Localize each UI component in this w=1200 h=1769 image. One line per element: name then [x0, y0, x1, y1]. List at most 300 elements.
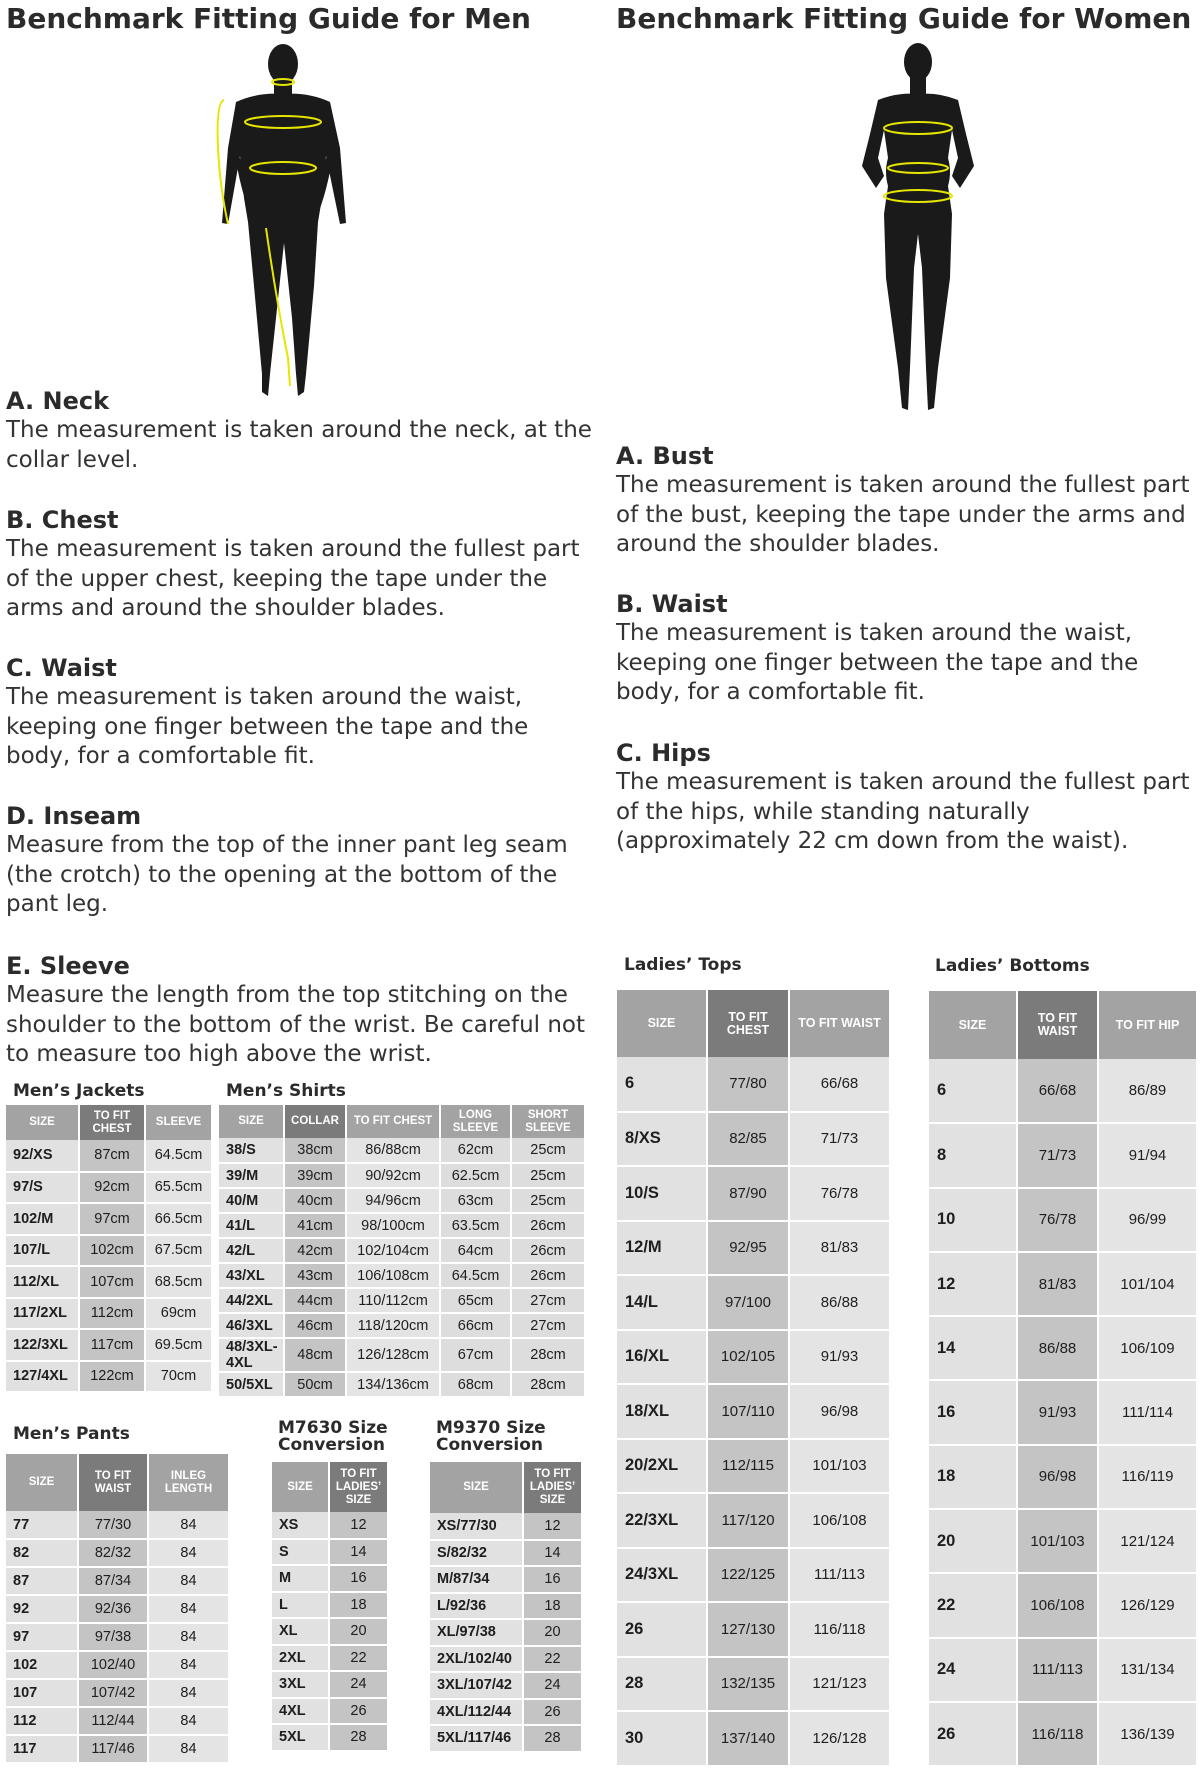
- table-row: [430, 1540, 582, 1567]
- size-cell: 6: [929, 1059, 1017, 1123]
- mens-pants-title: Men’s Pants: [13, 1424, 130, 1444]
- value-cell: 96/99: [1098, 1188, 1197, 1252]
- m7630-title: M7630 Size Conversion: [278, 1418, 388, 1455]
- table-row: [617, 1384, 890, 1439]
- mens-shirts-title: Men’s Shirts: [226, 1081, 346, 1101]
- value-cell: 12: [523, 1513, 582, 1540]
- ladies-bottoms-table: [929, 991, 1198, 1767]
- table-row: [219, 1288, 585, 1313]
- value-cell: 42cm: [284, 1238, 346, 1263]
- value-cell: 118/120cm: [346, 1313, 440, 1338]
- value-cell: 126/128: [789, 1711, 890, 1766]
- value-cell: 46cm: [284, 1313, 346, 1338]
- value-cell: 25cm: [511, 1188, 585, 1213]
- table-row: [430, 1725, 582, 1752]
- value-cell: 91/93: [789, 1330, 890, 1385]
- size-cell: 14/L: [617, 1275, 707, 1330]
- value-cell: 66/68: [1017, 1059, 1098, 1123]
- table-row: [6, 1298, 212, 1330]
- value-cell: 90/92cm: [346, 1163, 440, 1188]
- value-cell: 65cm: [440, 1288, 511, 1313]
- mens-jackets-title: Men’s Jackets: [13, 1081, 145, 1101]
- men-measurement-waist: [6, 653, 596, 772]
- table-row: [6, 1623, 229, 1651]
- value-cell: 116/119: [1098, 1445, 1197, 1509]
- size-cell: 18: [929, 1445, 1017, 1509]
- m7630-header-1: TO FIT LADIES’ SIZE: [329, 1462, 388, 1512]
- value-cell: 64cm: [440, 1238, 511, 1263]
- mens-jackets-table: [6, 1105, 213, 1393]
- value-cell: 26cm: [511, 1263, 585, 1288]
- value-cell: 20: [523, 1619, 582, 1646]
- size-cell: 16/XL: [617, 1330, 707, 1385]
- men-sleeve-text: Measure the length from the top stitching on the shoulder to the bottom of the wrist. Be careful not to measure too high above the wrist.: [6, 982, 586, 1067]
- size-cell: 12: [929, 1252, 1017, 1316]
- table-row: [617, 1166, 890, 1221]
- mens-jackets-header-1: TO FIT CHEST: [79, 1105, 145, 1140]
- value-cell: 97cm: [79, 1203, 145, 1235]
- value-cell: 121/123: [789, 1657, 890, 1712]
- value-cell: 16: [329, 1565, 388, 1592]
- men-inseam-heading: D. Inseam: [6, 802, 142, 830]
- size-cell: M/87/34: [430, 1566, 523, 1593]
- size-cell: 82: [6, 1539, 78, 1567]
- value-cell: 67cm: [440, 1338, 511, 1372]
- value-cell: 26: [523, 1699, 582, 1726]
- size-cell: 38/S: [219, 1138, 284, 1163]
- value-cell: 77/80: [707, 1057, 789, 1112]
- table-row: [617, 1057, 890, 1112]
- women-guide-title: Benchmark Fitting Guide for Women: [616, 2, 1192, 35]
- size-cell: 92/XS: [6, 1140, 79, 1172]
- value-cell: 131/134: [1098, 1638, 1197, 1702]
- size-cell: 107/L: [6, 1235, 79, 1267]
- table-row: [219, 1188, 585, 1213]
- table-row: [617, 1548, 890, 1603]
- m7630-header-0: SIZE: [272, 1462, 329, 1512]
- women-hips-text: The measurement is taken around the fullest part of the hips, while standing naturally (approximately 22 cm down from the waist).: [616, 769, 1190, 854]
- mens-jackets-header-2: SLEEVE: [145, 1105, 212, 1140]
- table-row: [272, 1671, 388, 1698]
- size-cell: 14: [929, 1316, 1017, 1380]
- men-neck-heading: A. Neck: [6, 387, 110, 415]
- ladies-bottoms-header-2: TO FIT HIP: [1098, 991, 1197, 1059]
- value-cell: 112/115: [707, 1439, 789, 1494]
- table-row: [430, 1646, 582, 1673]
- value-cell: 136/139: [1098, 1702, 1197, 1766]
- size-cell: 10: [929, 1188, 1017, 1252]
- value-cell: 84: [148, 1735, 229, 1763]
- value-cell: 121/124: [1098, 1509, 1197, 1573]
- ladies-tops-title: Ladies’ Tops: [624, 955, 742, 975]
- value-cell: 77/30: [78, 1511, 148, 1539]
- value-cell: 92/95: [707, 1221, 789, 1276]
- size-cell: 4XL: [272, 1698, 329, 1725]
- value-cell: 40cm: [284, 1188, 346, 1213]
- women-bust-heading: A. Bust: [616, 442, 714, 470]
- men-guide-title: Benchmark Fitting Guide for Men: [6, 2, 531, 35]
- value-cell: 41cm: [284, 1213, 346, 1238]
- value-cell: 84: [148, 1511, 229, 1539]
- value-cell: 48cm: [284, 1338, 346, 1372]
- mens-shirts-header-2: TO FIT CHEST: [346, 1105, 440, 1138]
- size-cell: 127/4XL: [6, 1361, 79, 1393]
- size-cell: 40/M: [219, 1188, 284, 1213]
- men-measurement-neck: [6, 386, 596, 475]
- value-cell: 81/83: [1017, 1252, 1098, 1316]
- value-cell: 44cm: [284, 1288, 346, 1313]
- table-row: [6, 1266, 212, 1298]
- women-waist-heading: B. Waist: [616, 590, 728, 618]
- mens-pants-table: [6, 1454, 230, 1764]
- size-cell: 10/S: [617, 1166, 707, 1221]
- value-cell: 102/105: [707, 1330, 789, 1385]
- value-cell: 96/98: [789, 1384, 890, 1439]
- value-cell: 97/38: [78, 1623, 148, 1651]
- size-cell: 12/M: [617, 1221, 707, 1276]
- value-cell: 25cm: [511, 1138, 585, 1163]
- value-cell: 12: [329, 1512, 388, 1539]
- size-cell: L/92/36: [430, 1593, 523, 1620]
- size-cell: 26: [617, 1602, 707, 1657]
- ladies-tops-header-0: SIZE: [617, 990, 707, 1057]
- size-cell: 87: [6, 1567, 78, 1595]
- size-cell: 112: [6, 1707, 78, 1735]
- table-row: [929, 1509, 1197, 1573]
- size-cell: 8/XS: [617, 1112, 707, 1167]
- table-row: [929, 1188, 1197, 1252]
- men-sleeve-heading: E. Sleeve: [6, 952, 130, 980]
- table-row: [6, 1595, 229, 1623]
- size-cell: 16: [929, 1380, 1017, 1444]
- mens-shirts-header-3: LONG SLEEVE: [440, 1105, 511, 1138]
- size-cell: 5XL/117/46: [430, 1725, 523, 1752]
- value-cell: 106/109: [1098, 1316, 1197, 1380]
- value-cell: 84: [148, 1539, 229, 1567]
- value-cell: 38cm: [284, 1138, 346, 1163]
- table-row: [219, 1313, 585, 1338]
- size-cell: 3XL/107/42: [430, 1672, 523, 1699]
- m7630-table: [272, 1462, 389, 1752]
- size-cell: 117: [6, 1735, 78, 1763]
- ladies-tops-header-1: TO FIT CHEST: [707, 990, 789, 1057]
- value-cell: 50cm: [284, 1372, 346, 1397]
- women-measurement-bust: [616, 441, 1200, 560]
- table-row: [6, 1172, 212, 1204]
- table-row: [617, 1602, 890, 1657]
- m9370-header-0: SIZE: [430, 1462, 523, 1513]
- value-cell: 94/96cm: [346, 1188, 440, 1213]
- table-row: [929, 1573, 1197, 1637]
- table-row: [6, 1235, 212, 1267]
- value-cell: 107cm: [79, 1266, 145, 1298]
- table-row: [617, 1221, 890, 1276]
- table-row: [219, 1338, 585, 1372]
- value-cell: 69cm: [145, 1298, 212, 1330]
- ladies-tops-header-2: TO FIT WAIST: [789, 990, 890, 1057]
- women-bust-text: The measurement is taken around the fullest part of the bust, keeping the tape under the arms and around the shoulder blades.: [616, 472, 1190, 557]
- value-cell: 112/44: [78, 1707, 148, 1735]
- table-row: [929, 1638, 1197, 1702]
- value-cell: 63.5cm: [440, 1213, 511, 1238]
- value-cell: 98/100cm: [346, 1213, 440, 1238]
- value-cell: 24: [329, 1671, 388, 1698]
- value-cell: 76/78: [1017, 1188, 1098, 1252]
- table-row: [6, 1539, 229, 1567]
- value-cell: 18: [329, 1592, 388, 1619]
- value-cell: 92cm: [79, 1172, 145, 1204]
- value-cell: 91/94: [1098, 1123, 1197, 1187]
- value-cell: 107/110: [707, 1384, 789, 1439]
- men-chest-text: The measurement is taken around the fullest part of the upper chest, keeping the tape under the arms and around the shoulder blades.: [6, 536, 580, 621]
- men-waist-text: The measurement is taken around the waist, keeping one finger between the tape and the body, for a comfortable fit.: [6, 684, 529, 769]
- table-row: [219, 1372, 585, 1397]
- value-cell: 86/88cm: [346, 1138, 440, 1163]
- value-cell: 97/100: [707, 1275, 789, 1330]
- value-cell: 64.5cm: [440, 1263, 511, 1288]
- value-cell: 126/129: [1098, 1573, 1197, 1637]
- table-row: [929, 1445, 1197, 1509]
- table-row: [219, 1263, 585, 1288]
- size-cell: XL/97/38: [430, 1619, 523, 1646]
- value-cell: 22: [523, 1646, 582, 1673]
- value-cell: 96/98: [1017, 1445, 1098, 1509]
- size-cell: 43/XL: [219, 1263, 284, 1288]
- value-cell: 137/140: [707, 1711, 789, 1766]
- size-cell: 39/M: [219, 1163, 284, 1188]
- table-row: [430, 1566, 582, 1593]
- size-cell: XS: [272, 1512, 329, 1539]
- table-row: [929, 1380, 1197, 1444]
- value-cell: 84: [148, 1679, 229, 1707]
- ladies-bottoms-header-0: SIZE: [929, 991, 1017, 1059]
- value-cell: 43cm: [284, 1263, 346, 1288]
- women-measurement-waist: [616, 589, 1200, 708]
- value-cell: 127/130: [707, 1602, 789, 1657]
- value-cell: 70cm: [145, 1361, 212, 1393]
- value-cell: 86/88: [1017, 1316, 1098, 1380]
- size-cell: 3XL: [272, 1671, 329, 1698]
- m9370-title: M9370 Size Conversion: [436, 1418, 546, 1455]
- size-cell: 102/M: [6, 1203, 79, 1235]
- table-row: [430, 1513, 582, 1540]
- size-cell: 2XL: [272, 1645, 329, 1672]
- size-cell: XS/77/30: [430, 1513, 523, 1540]
- men-measurement-sleeve: [6, 951, 596, 1070]
- value-cell: 68cm: [440, 1372, 511, 1397]
- size-cell: 2XL/102/40: [430, 1646, 523, 1673]
- table-row: [6, 1361, 212, 1393]
- value-cell: 28cm: [511, 1372, 585, 1397]
- value-cell: 132/135: [707, 1657, 789, 1712]
- table-row: [219, 1213, 585, 1238]
- size-cell: 5XL: [272, 1724, 329, 1751]
- value-cell: 101/103: [1017, 1509, 1098, 1573]
- value-cell: 102/104cm: [346, 1238, 440, 1263]
- value-cell: 106/108cm: [346, 1263, 440, 1288]
- size-cell: M: [272, 1565, 329, 1592]
- table-row: [272, 1592, 388, 1619]
- size-cell: 42/L: [219, 1238, 284, 1263]
- mens-pants-header-2: INLEG LENGTH: [148, 1454, 229, 1511]
- table-row: [430, 1593, 582, 1620]
- size-cell: 97/S: [6, 1172, 79, 1204]
- size-cell: 92: [6, 1595, 78, 1623]
- value-cell: 102/40: [78, 1651, 148, 1679]
- size-cell: S: [272, 1539, 329, 1566]
- value-cell: 28cm: [511, 1338, 585, 1372]
- size-cell: S/82/32: [430, 1540, 523, 1567]
- size-cell: 48/3XL-4XL: [219, 1338, 284, 1372]
- size-cell: 102: [6, 1651, 78, 1679]
- value-cell: 84: [148, 1567, 229, 1595]
- value-cell: 14: [329, 1539, 388, 1566]
- value-cell: 86/88: [789, 1275, 890, 1330]
- size-cell: L: [272, 1592, 329, 1619]
- table-row: [272, 1618, 388, 1645]
- value-cell: 82/85: [707, 1112, 789, 1167]
- table-row: [430, 1619, 582, 1646]
- female-mannequin-figure: [848, 38, 988, 420]
- value-cell: 111/113: [789, 1548, 890, 1603]
- value-cell: 82/32: [78, 1539, 148, 1567]
- value-cell: 122/125: [707, 1548, 789, 1603]
- value-cell: 111/114: [1098, 1380, 1197, 1444]
- value-cell: 92/36: [78, 1595, 148, 1623]
- value-cell: 63cm: [440, 1188, 511, 1213]
- men-measurement-inseam: [6, 801, 596, 920]
- table-row: [6, 1651, 229, 1679]
- value-cell: 26: [329, 1698, 388, 1725]
- size-cell: 122/3XL: [6, 1329, 79, 1361]
- value-cell: 84: [148, 1623, 229, 1651]
- value-cell: 66/68: [789, 1057, 890, 1112]
- table-row: [6, 1679, 229, 1707]
- value-cell: 18: [523, 1593, 582, 1620]
- table-row: [929, 1316, 1197, 1380]
- table-row: [617, 1657, 890, 1712]
- value-cell: 67.5cm: [145, 1235, 212, 1267]
- size-cell: 28: [617, 1657, 707, 1712]
- size-cell: 22/3XL: [617, 1493, 707, 1548]
- value-cell: 102cm: [79, 1235, 145, 1267]
- value-cell: 86/89: [1098, 1059, 1197, 1123]
- value-cell: 24: [523, 1672, 582, 1699]
- table-row: [6, 1511, 229, 1539]
- value-cell: 117/46: [78, 1735, 148, 1763]
- value-cell: 66.5cm: [145, 1203, 212, 1235]
- women-hips-heading: C. Hips: [616, 739, 711, 767]
- size-cell: XL: [272, 1618, 329, 1645]
- male-mannequin-figure: [210, 38, 360, 410]
- table-row: [430, 1699, 582, 1726]
- value-cell: 65.5cm: [145, 1172, 212, 1204]
- value-cell: 28: [523, 1725, 582, 1752]
- value-cell: 14: [523, 1540, 582, 1567]
- women-measurement-hips: [616, 738, 1200, 857]
- size-cell: 4XL/112/44: [430, 1699, 523, 1726]
- m9370-header-1: TO FIT LADIES’ SIZE: [523, 1462, 582, 1513]
- table-row: [929, 1059, 1197, 1123]
- value-cell: 39cm: [284, 1163, 346, 1188]
- women-waist-text: The measurement is taken around the waist, keeping one finger between the tape and the body, for a comfortable fit.: [616, 620, 1139, 705]
- value-cell: 117/120: [707, 1493, 789, 1548]
- value-cell: 28: [329, 1724, 388, 1751]
- size-cell: 44/2XL: [219, 1288, 284, 1313]
- value-cell: 81/83: [789, 1221, 890, 1276]
- ladies-tops-table: [617, 990, 891, 1767]
- table-row: [617, 1275, 890, 1330]
- value-cell: 112cm: [79, 1298, 145, 1330]
- men-inseam-text: Measure from the top of the inner pant leg seam (the crotch) to the opening at the bottom of the pant leg.: [6, 832, 568, 917]
- table-row: [6, 1567, 229, 1595]
- value-cell: 20: [329, 1618, 388, 1645]
- ladies-bottoms-header-1: TO FIT WAIST: [1017, 991, 1098, 1059]
- size-cell: 77: [6, 1511, 78, 1539]
- size-cell: 112/XL: [6, 1266, 79, 1298]
- size-cell: 20/2XL: [617, 1439, 707, 1494]
- table-row: [617, 1711, 890, 1766]
- value-cell: 71/73: [789, 1112, 890, 1167]
- value-cell: 101/103: [789, 1439, 890, 1494]
- table-row: [6, 1140, 212, 1172]
- mens-jackets-header-0: SIZE: [6, 1105, 79, 1140]
- size-cell: 22: [929, 1573, 1017, 1637]
- size-cell: 41/L: [219, 1213, 284, 1238]
- size-cell: 20: [929, 1509, 1017, 1573]
- size-cell: 18/XL: [617, 1384, 707, 1439]
- size-cell: 117/2XL: [6, 1298, 79, 1330]
- value-cell: 64.5cm: [145, 1140, 212, 1172]
- size-cell: 6: [617, 1057, 707, 1112]
- mens-shirts-header-4: SHORT SLEEVE: [511, 1105, 585, 1138]
- value-cell: 26cm: [511, 1213, 585, 1238]
- table-row: [219, 1138, 585, 1163]
- value-cell: 106/108: [789, 1493, 890, 1548]
- value-cell: 116/118: [1017, 1702, 1098, 1766]
- value-cell: 106/108: [1017, 1573, 1098, 1637]
- value-cell: 68.5cm: [145, 1266, 212, 1298]
- table-row: [6, 1203, 212, 1235]
- table-row: [617, 1493, 890, 1548]
- value-cell: 76/78: [789, 1166, 890, 1221]
- table-row: [617, 1439, 890, 1494]
- value-cell: 26cm: [511, 1238, 585, 1263]
- men-measurement-chest: [6, 505, 596, 624]
- size-cell: 50/5XL: [219, 1372, 284, 1397]
- size-cell: 26: [929, 1702, 1017, 1766]
- value-cell: 111/113: [1017, 1638, 1098, 1702]
- ladies-bottoms-title: Ladies’ Bottoms: [935, 956, 1090, 976]
- value-cell: 71/73: [1017, 1123, 1098, 1187]
- value-cell: 101/104: [1098, 1252, 1197, 1316]
- m9370-table: [430, 1462, 583, 1753]
- value-cell: 134/136cm: [346, 1372, 440, 1397]
- size-cell: 8: [929, 1123, 1017, 1187]
- men-chest-heading: B. Chest: [6, 506, 119, 534]
- value-cell: 126/128cm: [346, 1338, 440, 1372]
- size-cell: 46/3XL: [219, 1313, 284, 1338]
- table-row: [219, 1238, 585, 1263]
- table-row: [929, 1702, 1197, 1766]
- table-row: [6, 1707, 229, 1735]
- mens-shirts-header-0: SIZE: [219, 1105, 284, 1138]
- value-cell: 62cm: [440, 1138, 511, 1163]
- men-waist-heading: C. Waist: [6, 654, 117, 682]
- value-cell: 122cm: [79, 1361, 145, 1393]
- value-cell: 22: [329, 1645, 388, 1672]
- mens-shirts-header-1: COLLAR: [284, 1105, 346, 1138]
